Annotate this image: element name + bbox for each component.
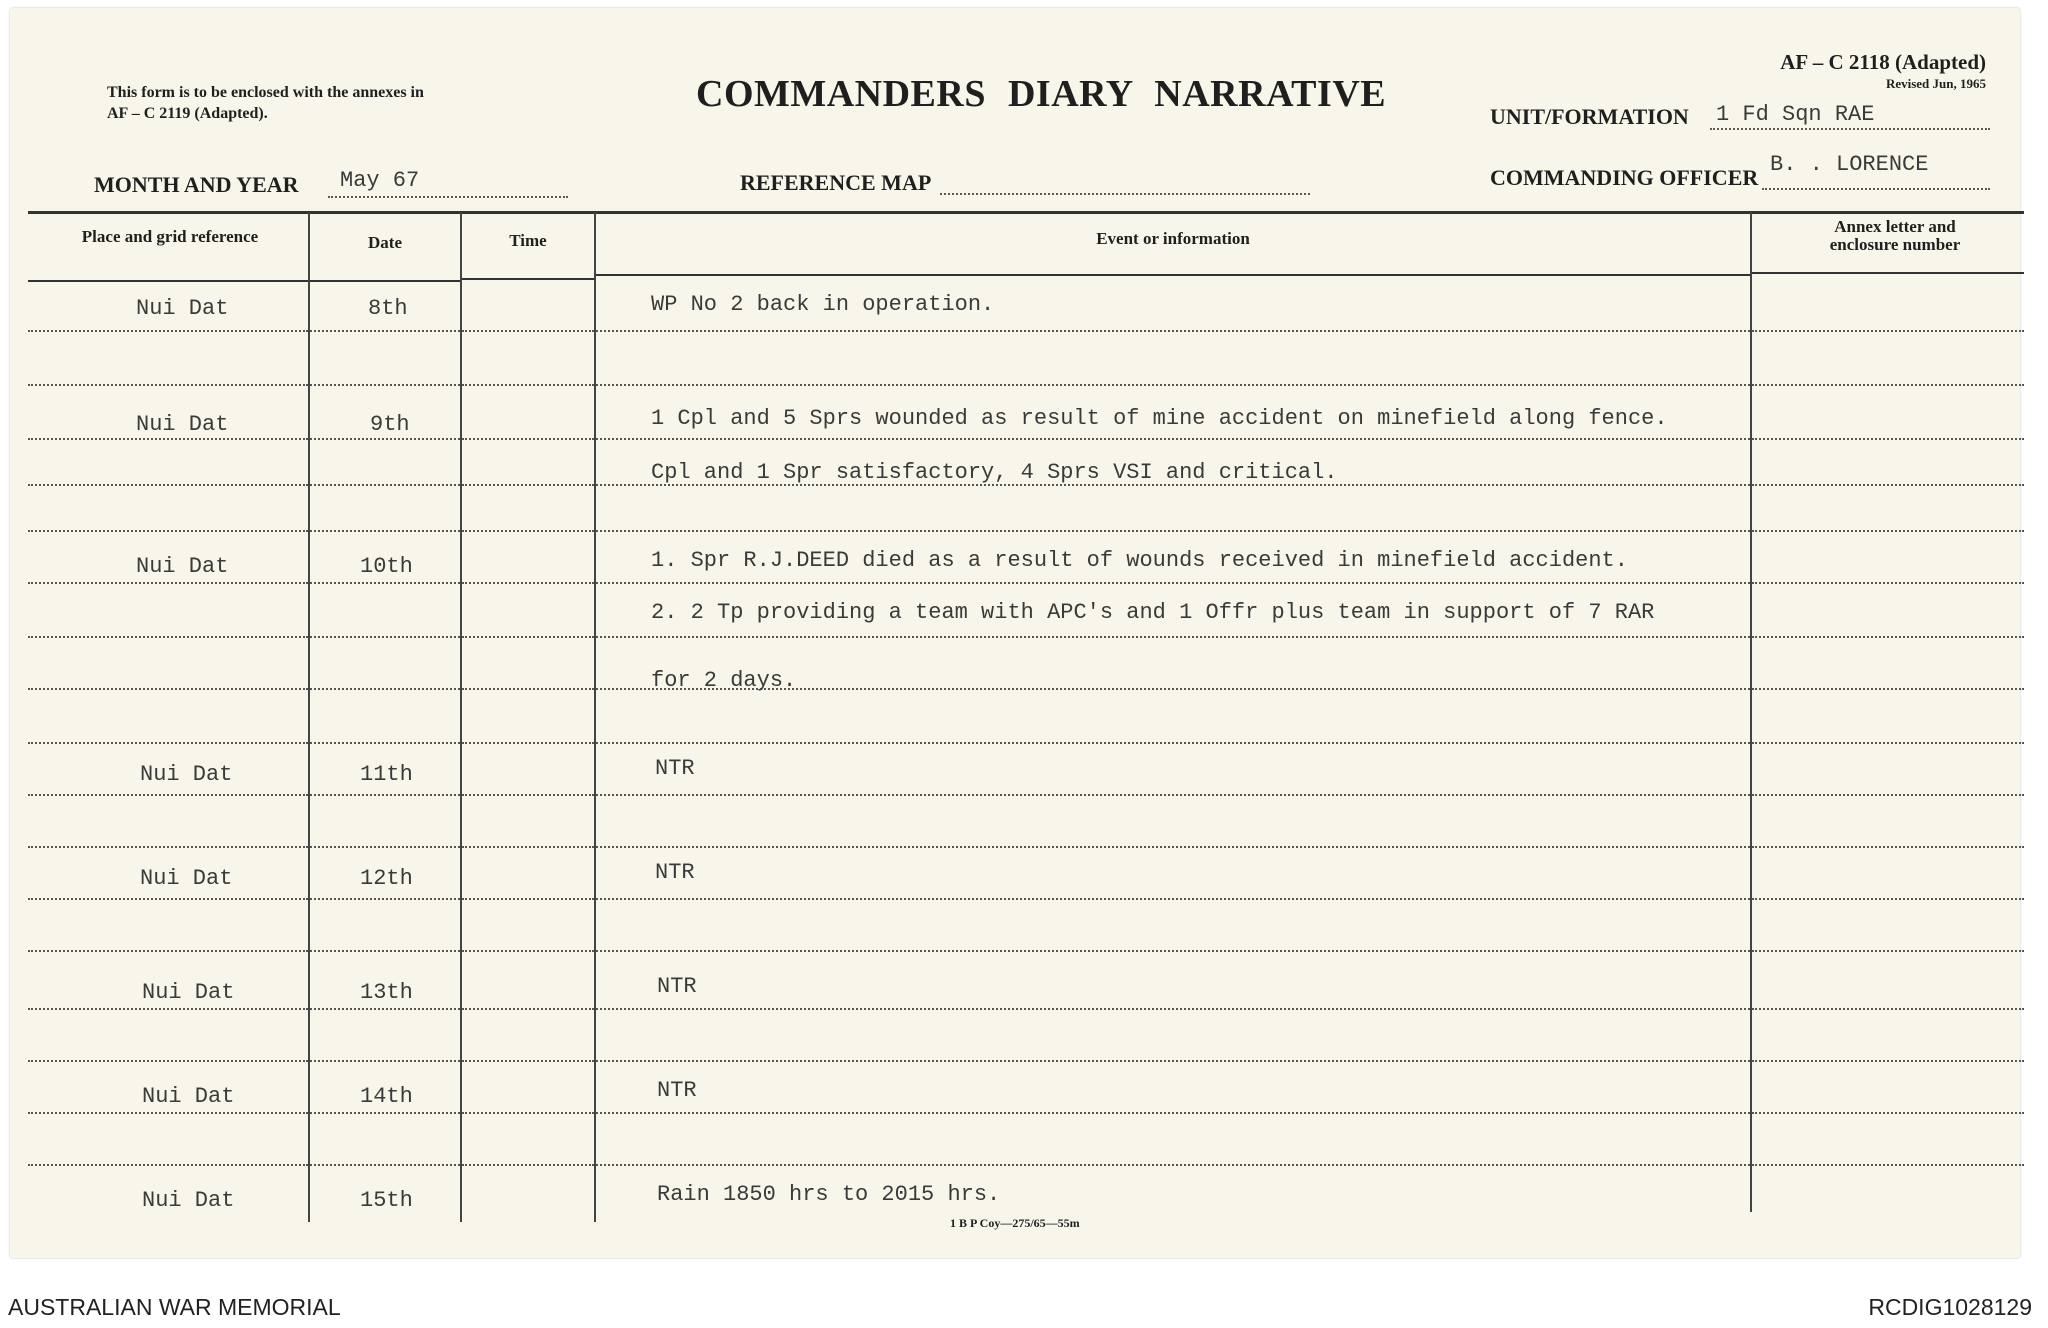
ruled-dotted-line [596,530,1750,532]
ruled-dotted-line [462,530,594,532]
col-divider-1 [308,212,310,1222]
ruled-dotted-line [310,742,460,744]
ruled-dotted-line [462,898,594,900]
ruled-dotted-line [310,898,460,900]
row-place: Nui Dat [142,1188,235,1213]
ruled-dotted-line [1752,950,2024,952]
ruled-dotted-line [1752,1008,2024,1010]
row-date: 14th [360,1084,413,1109]
row-date: 12th [360,866,413,891]
ruled-dotted-line [28,1008,308,1010]
unit-value: 1 Fd Sqn RAE [1716,102,1875,127]
ruled-dotted-line [310,530,460,532]
footer-archive-name: AUSTRALIAN WAR MEMORIAL [8,1294,341,1320]
ruled-dotted-line [596,1060,1750,1062]
ruled-dotted-line [310,1008,460,1010]
co-dotline [1762,188,1990,190]
ruled-dotted-line [462,1112,594,1114]
header-event: Event or information [1096,229,1250,248]
row-event-line: NTR [657,1078,697,1103]
ruled-dotted-line [462,330,594,332]
month-dotline [328,196,568,198]
refmap-label: REFERENCE MAP [740,170,932,195]
header-rule-date [310,280,460,282]
row-place: Nui Dat [136,554,229,579]
ruled-dotted-line [462,438,594,440]
col-divider-4 [1750,212,1752,1212]
ruled-dotted-line [1752,1164,2024,1166]
header-time: Time [509,231,547,250]
row-event-line: NTR [657,974,697,999]
header-rule-time [462,278,594,280]
ruled-dotted-line [28,384,308,386]
enclosure-note: This form is to be enclosed with the annexes in AF – C 2119 (Adapted). [107,84,424,122]
form-number: AF – C 2118 (Adapted) [1780,50,1986,74]
ruled-dotted-line [28,950,308,952]
header-rule-place [28,280,308,282]
ruled-dotted-line [310,688,460,690]
form-title: COMMANDERS DIARY NARRATIVE [696,73,1387,115]
ruled-dotted-line [1752,484,2024,486]
row-place: Nui Dat [136,412,229,437]
ruled-dotted-line [310,846,460,848]
header-place: Place and grid reference [81,227,259,246]
row-place: Nui Dat [142,1084,235,1109]
header-rule-annex [1752,272,2024,274]
ruled-dotted-line [596,636,1750,638]
row-place: Nui Dat [140,866,233,891]
ruled-dotted-line [462,1164,594,1166]
table-top-rule [28,211,2024,214]
ruled-dotted-line [1752,582,2024,584]
ruled-dotted-line [596,742,1750,744]
ruled-dotted-line [462,688,594,690]
ruled-dotted-line [310,1164,460,1166]
ruled-dotted-line [310,1060,460,1062]
ruled-dotted-line [28,530,308,532]
co-value: B. . LORENCE [1770,152,1929,177]
ruled-dotted-line [310,1112,460,1114]
row-event-line: for 2 days. [651,668,797,693]
ruled-dotted-line [462,950,594,952]
ruled-dotted-line [462,794,594,796]
ruled-dotted-line [28,1112,308,1114]
ruled-dotted-line [462,846,594,848]
row-place: Nui Dat [142,980,235,1005]
ruled-dotted-line [1752,846,2024,848]
ruled-dotted-line [28,484,308,486]
ruled-dotted-line [596,950,1750,952]
ruled-dotted-line [310,950,460,952]
ruled-dotted-line [1752,688,2024,690]
ruled-dotted-line [462,636,594,638]
ruled-dotted-line [1752,1112,2024,1114]
header-rule-event [596,274,1750,276]
ruled-dotted-line [28,742,308,744]
ruled-dotted-line [1752,330,2024,332]
row-place: Nui Dat [136,296,229,321]
ruled-dotted-line [310,636,460,638]
row-date: 11th [360,762,413,787]
ruled-dotted-line [1752,384,2024,386]
unit-label: UNIT/FORMATION [1490,104,1689,129]
ruled-dotted-line [596,582,1750,584]
ruled-dotted-line [596,794,1750,796]
row-event-line: 1 Cpl and 5 Sprs wounded as result of mine accident on minefield along fence. [651,406,1668,431]
row-event-line: WP No 2 back in operation. [651,292,995,317]
ruled-dotted-line [310,794,460,796]
ruled-dotted-line [28,636,308,638]
ruled-dotted-line [596,846,1750,848]
footer-record-id: RCDIG1028129 [1868,1294,2032,1320]
ruled-dotted-line [28,582,308,584]
month-label: MONTH AND YEAR [94,172,299,197]
ruled-dotted-line [462,384,594,386]
ruled-dotted-line [1752,898,2024,900]
ruled-dotted-line [310,384,460,386]
ruled-dotted-line [462,1008,594,1010]
ruled-dotted-line [1752,530,2024,532]
row-date: 9th [370,412,410,437]
row-place: Nui Dat [140,762,233,787]
ruled-dotted-line [596,438,1750,440]
unit-dotline [1710,128,1990,130]
ruled-dotted-line [310,438,460,440]
co-label: COMMANDING OFFICER [1490,165,1759,190]
row-date: 8th [368,296,408,321]
row-event-line: NTR [655,756,695,781]
ruled-dotted-line [596,330,1750,332]
ruled-dotted-line [1752,636,2024,638]
ruled-dotted-line [28,438,308,440]
ruled-dotted-line [28,688,308,690]
row-event-line: NTR [655,860,695,885]
col-divider-3 [594,212,596,1222]
row-event-line: 2. 2 Tp providing a team with APC's and 1 Offr plus team in support of 7 RAR [651,600,1655,625]
ruled-dotted-line [28,1164,308,1166]
ruled-dotted-line [596,1008,1750,1010]
ruled-dotted-line [310,330,460,332]
ruled-dotted-line [462,1060,594,1062]
ruled-dotted-line [28,1060,308,1062]
ruled-dotted-line [596,384,1750,386]
ruled-dotted-line [1752,794,2024,796]
row-event-line: Cpl and 1 Spr satisfactory, 4 Sprs VSI and critical. [651,460,1338,485]
printer-mark: 1 B P Coy—275/65—55m [950,1216,1080,1230]
row-date: 10th [360,554,413,579]
header-date: Date [368,233,402,252]
row-date: 15th [360,1188,413,1213]
row-event-line: 1. Spr R.J.DEED died as a result of wounds received in minefield accident. [651,548,1628,573]
ruled-dotted-line [462,742,594,744]
ruled-dotted-line [596,1164,1750,1166]
month-value: May 67 [340,168,420,193]
ruled-dotted-line [1752,1060,2024,1062]
revised-date: Revised Jun, 1965 [1885,76,1986,91]
ruled-dotted-line [1752,742,2024,744]
ruled-dotted-line [310,582,460,584]
ruled-dotted-line [28,330,308,332]
ruled-dotted-line [462,484,594,486]
ruled-dotted-line [462,582,594,584]
ruled-dotted-line [596,1112,1750,1114]
ruled-dotted-line [28,846,308,848]
refmap-dotline [940,193,1310,195]
ruled-dotted-line [28,898,308,900]
ruled-dotted-line [596,898,1750,900]
row-date: 13th [360,980,413,1005]
diary-sheet [10,8,2020,1258]
ruled-dotted-line [28,794,308,796]
header-annex: Annex letter and enclosure number [1829,217,1961,254]
col-divider-2 [460,212,462,1222]
ruled-dotted-line [310,484,460,486]
ruled-dotted-line [1752,438,2024,440]
row-event-line: Rain 1850 hrs to 2015 hrs. [657,1182,1001,1207]
